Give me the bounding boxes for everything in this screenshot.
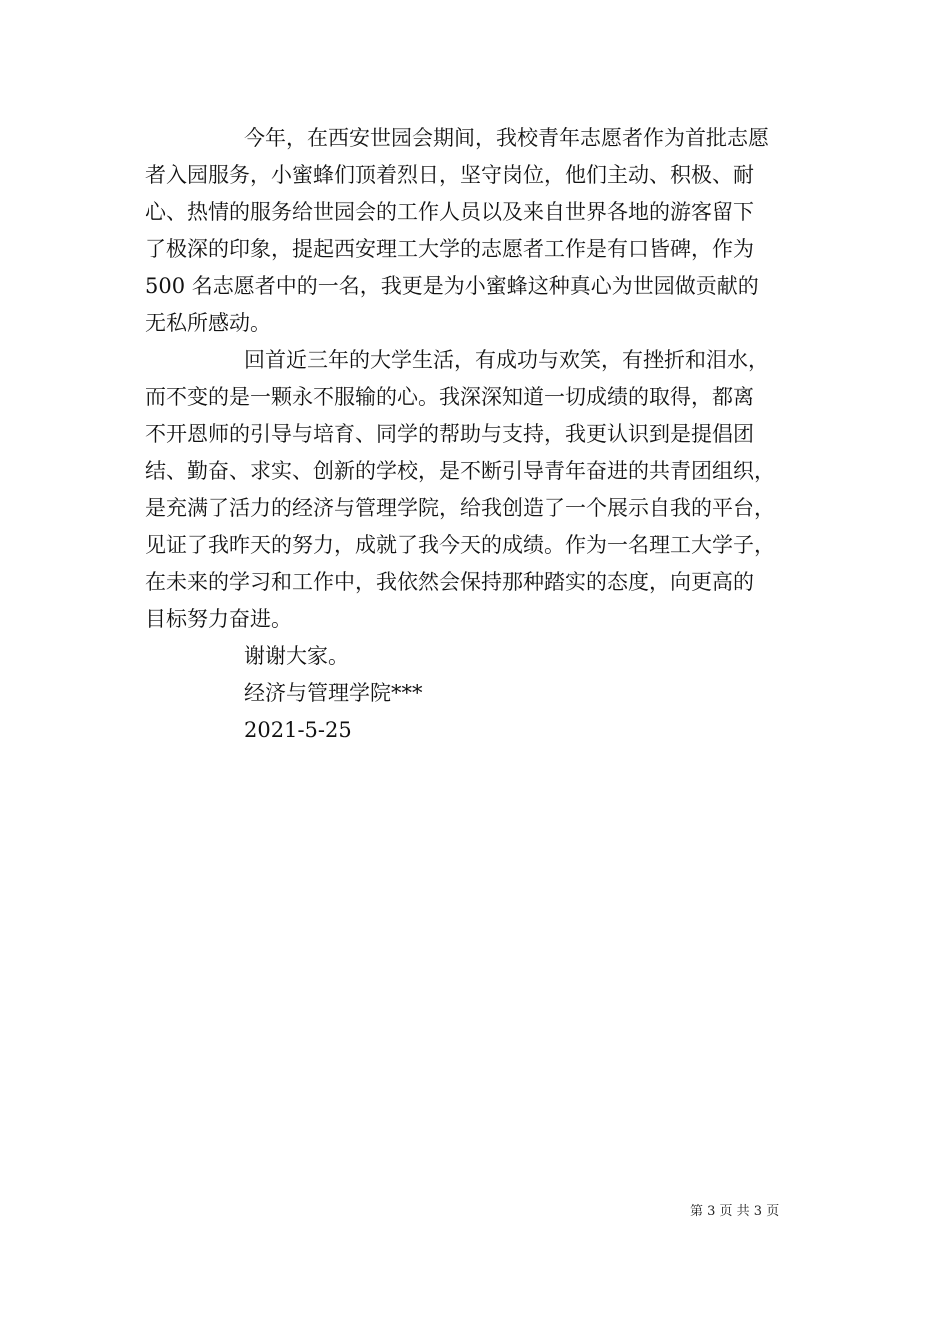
paragraph-2-line-2: 而不变的是一颗永不服输的心。我深深知道一切成绩的取得，都离 (145, 385, 754, 409)
paragraph-1-line-6: 无私所感动。 (145, 311, 271, 335)
paragraph-1-line-2: 者入园服务，小蜜蜂们顶着烈日，坚守岗位，他们主动、积极、耐 (145, 163, 754, 187)
paragraph-2-line-6: 见证了我昨天的努力，成就了我今天的成绩。作为一名理工大学子， (145, 533, 775, 557)
document-body (145, 120, 815, 749)
signature-line: 经济与管理学院*** (244, 681, 423, 705)
paragraph-2-line-3: 不开恩师的引导与培育、同学的帮助与支持，我更认识到是提倡团 (145, 422, 754, 446)
paragraph-2-line-8: 目标努力奋进。 (145, 607, 292, 631)
paragraph-2-line-1: 回首近三年的大学生活，有成功与欢笑，有挫折和泪水， (244, 348, 769, 372)
closing-line: 谢谢大家。 (244, 644, 349, 668)
date-line: 2021-5-25 (244, 718, 352, 742)
paragraph-2-line-5: 是充满了活力的经济与管理学院，给我创造了一个展示自我的平台， (145, 496, 775, 520)
paragraph-1-line-4: 了极深的印象，提起西安理工大学的志愿者工作是有口皆碑，作为 (145, 237, 754, 261)
paragraph-1-line-5: 500 名志愿者中的一名，我更是为小蜜蜂这种真心为世园做贡献的 (145, 274, 759, 298)
paragraph-2-line-7: 在未来的学习和工作中，我依然会保持那种踏实的态度，向更高的 (145, 570, 754, 594)
page-number-footer: 第 3 页 共 3 页 (690, 1204, 780, 1219)
paragraph-1-line-3: 心、热情的服务给世园会的工作人员以及来自世界各地的游客留下 (145, 200, 754, 224)
paragraph-1-line-1: 今年，在西安世园会期间，我校青年志愿者作为首批志愿 (244, 126, 769, 150)
paragraph-2-line-4: 结、勤奋、求实、创新的学校，是不断引导青年奋进的共青团组织， (145, 459, 775, 483)
